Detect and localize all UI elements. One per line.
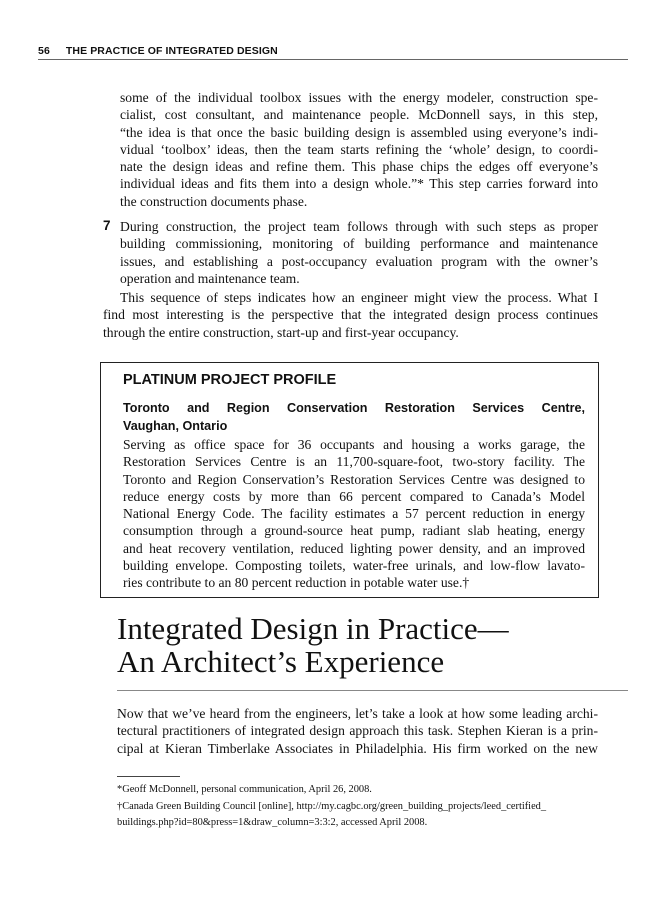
text-line: vidual ‘toolbox’ ideas, then the team starts refining the ‘whole’ design, to coordi-: [120, 141, 598, 157]
text-line: reduce energy costs by more than 66 percent compared to Canada’s Model: [123, 488, 585, 504]
text-line: find most interesting is the perspective that the integrated design process continues: [103, 307, 598, 323]
text-line: †Canada Green Building Council [online], http://my.cagbc.org/green_building_projects/leed_certified_: [117, 800, 547, 812]
section-heading-line: Integrated Design in Practice—: [117, 611, 509, 646]
text-line: Toronto and Region Conservation’s Restoration Services Centre was designed to: [123, 471, 585, 487]
text-line: nate the design ideas and refine them. This phase chips the edges off everyone’s: [120, 159, 598, 175]
profile-body: [123, 436, 585, 592]
text-line: cialist, cost consultant, and maintenance people. McDonnell says, in this step,: [120, 107, 598, 123]
list-item-6-continuation: [120, 89, 598, 210]
text-line: Vaughan, Ontario: [123, 419, 228, 433]
section-heading-line: An Architect’s Experience: [117, 644, 445, 679]
profile-title: PLATINUM PROJECT PROFILE: [123, 372, 337, 388]
text-line: Restoration Services Centre is an 11,700-square-foot, two-story facility. The: [123, 454, 585, 470]
text-line: tectural practitioners of integrated design approach this task. Stephen Kieran is a prin-: [117, 723, 598, 739]
text-line: cipal at Kieran Timberlake Associates in Philadelphia. His firm worked on the new: [117, 740, 598, 756]
text-line: During construction, the project team follows through with such steps as proper: [120, 219, 598, 234]
text-line: individual ideas and fits them into a design whole.”* This step carries forward into: [120, 176, 598, 192]
body-paragraph: [117, 705, 598, 757]
text-line: *Geoff McDonnell, personal communication, April 26, 2008.: [117, 784, 372, 795]
profile-subtitle: [123, 399, 585, 435]
project-profile-box: [100, 362, 599, 598]
text-line: some of the individual toolbox issues with the energy modeler, construction spe-: [120, 90, 598, 105]
text-line: through the entire construction, start-up and first-year occupancy.: [103, 324, 459, 340]
text-line: consumption through a ground-source heat pump, radiant slab heating, energy: [123, 523, 585, 539]
text-line: buildings.php?id=80&press=1&draw_column=3:3:2, accessed April 2008.: [117, 817, 428, 828]
text-line: issues, and establishing a post-occupancy evaluation program with the owner’s: [120, 253, 598, 269]
text-line: Serving as office space for 36 occupants and housing a works garage, the: [123, 437, 585, 452]
text-line: building commissioning, monitoring of building performance and maintenance: [120, 236, 598, 252]
body-paragraph: [103, 289, 598, 341]
running-header: [38, 45, 278, 57]
section-heading: [117, 612, 509, 678]
text-line: Now that we’ve heard from the engineers, let’s take a look at how some leading archi-: [117, 706, 598, 721]
footnote-rule: [117, 776, 180, 777]
running-title: THE PRACTICE OF INTEGRATED DESIGN: [65, 45, 278, 57]
text-line: ries contribute to an 80 percent reduction in potable water use.†: [123, 575, 470, 591]
header-rule: [38, 59, 628, 60]
text-line: the construction documents phase.: [120, 193, 308, 209]
text-line: and heat recovery ventilation, reduced lighting power density, and an improved: [123, 540, 585, 556]
text-line: building envelope. Composting toilets, water-free urinals, and low-flow lavato-: [123, 558, 585, 574]
text-line: “the idea is that once the basic building design is assembled using everyone’s indi-: [120, 124, 598, 140]
heading-rule: [117, 690, 628, 691]
page-number: 56: [38, 45, 50, 57]
text-line: National Energy Code. The facility estimates a 57 percent reduction in energy: [123, 506, 585, 522]
list-item-7: [120, 218, 598, 287]
text-line: This sequence of steps indicates how an engineer might view the process. What I: [120, 290, 598, 305]
text-line: Toronto and Region Conservation Restoration Services Centre,: [123, 401, 585, 415]
footnotes: [117, 782, 546, 832]
list-item-number: 7: [103, 218, 111, 233]
text-line: operation and maintenance team.: [120, 270, 300, 286]
